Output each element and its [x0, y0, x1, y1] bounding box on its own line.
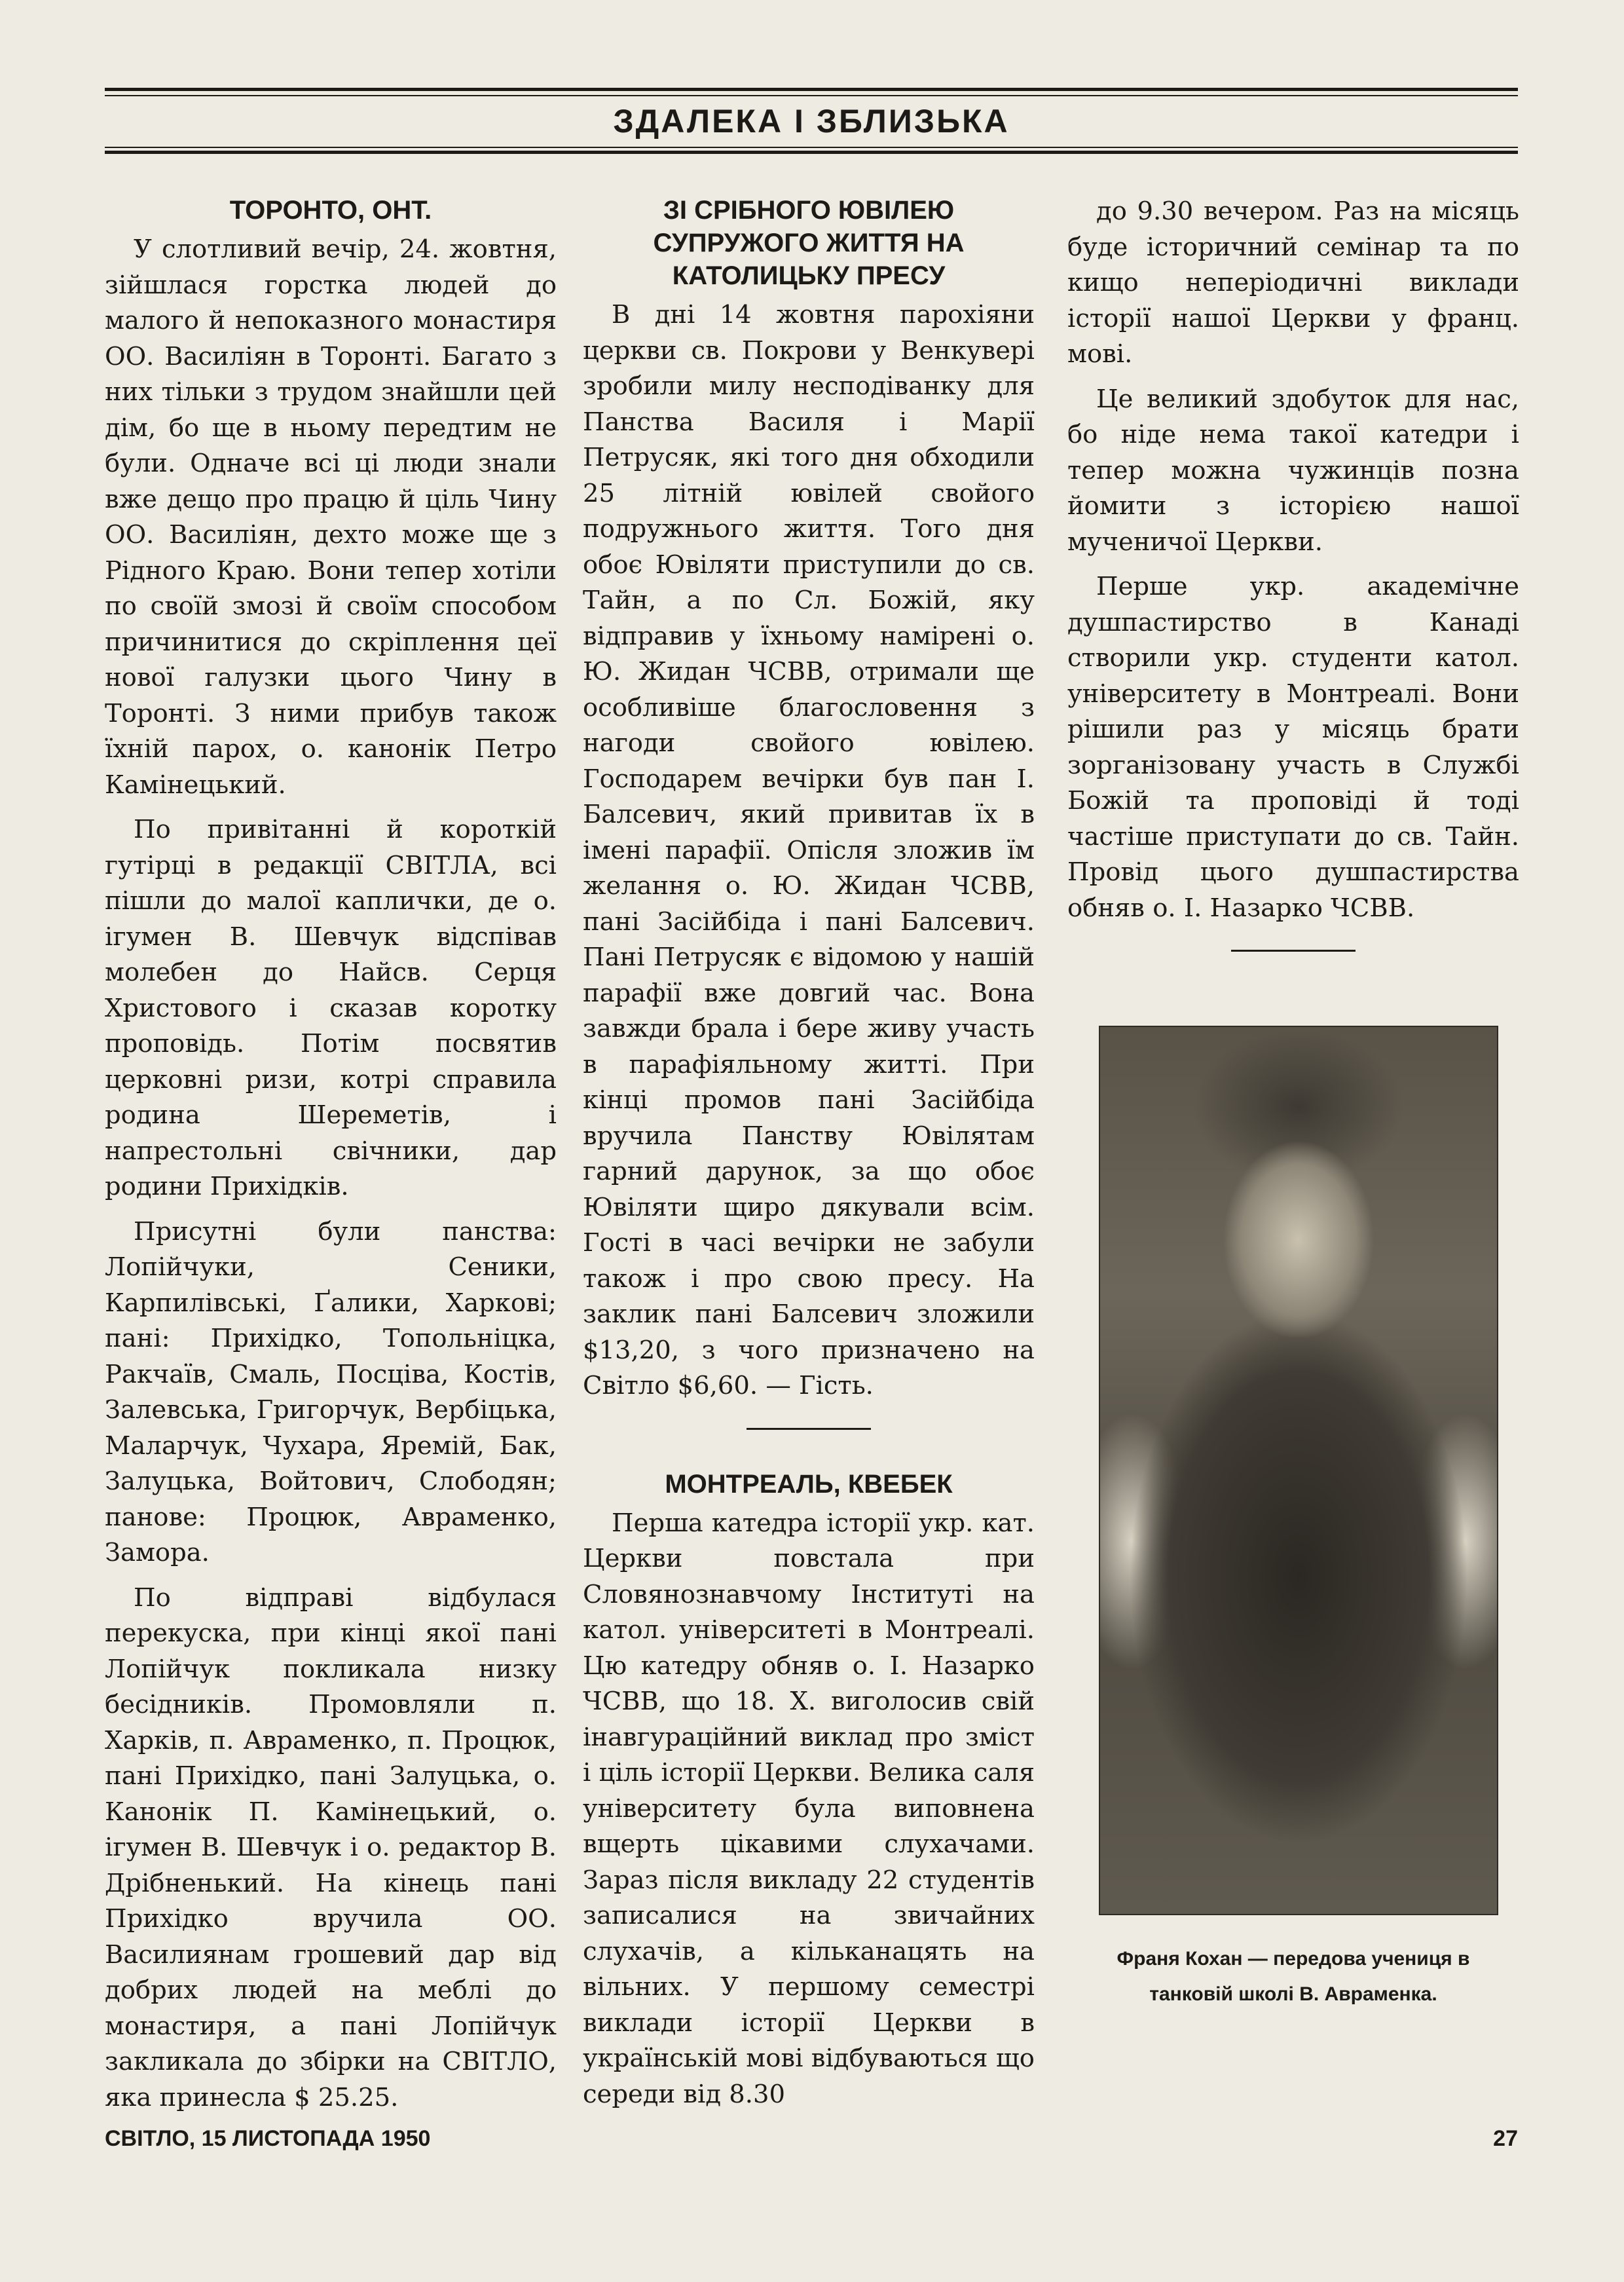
header-rule-bottom [105, 151, 1518, 154]
paragraph: Перша катедра історії укр. кат. Церкви повстала при Словянознавчому Інституті на катол. університеті в Монтреалі. Цю катедру обняв о. І. Назарко ЧСВВ, що 18. X. виголосив свій інавгураційний виклад про зміст і ціль історії Церкви. Велика саля університету була виповнена вщерть цікавими слухачами. Зараз після викладу 22 студентів записалися на звичайних слухачів, а кільканацять на вільних. У першому семестрі виклади історії Церкви в українській мові відбуваються що середи від 8.30 [583, 1508, 1035, 2109]
paragraph: до 9.30 вечером. Раз на місяць буде історичний семінар та по кищо неперіодичні виклади історії нашої Церкви у франц. мові. [1067, 196, 1519, 369]
paragraph: В дні 14 жовтня парохіяни церкви св. Покрови у Венкувері зробили милу несподіванку для Панства Василя і Марії Петрусяк, які того дня обходили 25 літній ювілей свойого подружнього життя. Того дня обоє Ювіляти приступили до св. Тайн, а по Сл. Божій, яку відправив у їхньому намірені о. Ю. Жидан ЧСВВ, отримали ще особливіше благословення з нагоди свойого ювілею. Господарем вечірки був пан І. Балсевич, який привитав їх в імені парафії. Опісля зложив їм желання о. Ю. Жидан ЧСВВ, пані Засійбіда і пані Балсевич. Пані Петрусяк є відомою у нашій парафії вже довгий час. Вона завжди брала і бере живу участь в парафіяльному житті. При кінці промов пані Засійбіда вручила Панству Ювілятам гарний дарунок, за що обоє Ювіляти щиро дякували всім. Гості в часі вечірки не забули також і про свою пресу. На заклик пані Балсевич зложили $13,20, з чого призначено на Світло $6,60. — Гість. [583, 300, 1035, 1400]
paragraph: Присутні були панства: Лопійчуки, Сеники, Карпилівські, Ґалики, Харкові; пані: Прихідко, Топольніцка, Ракчаїв, Смаль, Посціва, Костів, Залевська, Григорчук, Вербіцька, Маларчук, Чухара, Яремій, Бак, Залуцька, Войтович, Слободян; панове: Процюк, Авраменко, Замора. [105, 1216, 557, 1567]
header-rule-bottom-thin [105, 147, 1518, 148]
girl-portrait-photo [1099, 1026, 1498, 1915]
footer-publication: СВІТЛО, 15 ЛИСТОПАДА 1950 [105, 2126, 431, 2151]
photo-caption-line: Франя Кохан — передова учениця в [1116, 1948, 1470, 1970]
column-1 [105, 194, 557, 2125]
photo-caption [1067, 1941, 1519, 2012]
paragraph: По відправі відбулася перекуска, при кінці якої пані Лопійчук покликала низку бесідників. Промовляли п. Харків, п. Авраменко, п. Процюк, пані Прихідко, пані Залуцька, о. Канонік П. Камінецький, о. ігумен В. Шевчук і о. редактор В. Дрібненький. На кінець пані Прихідко вручила ОО. Василиянам грошевий дар від добрих людей на меблі до монастиря, а пані Лопійчук закликала до збірки на СВІТЛО, яка принесла $ 25.25. [105, 1582, 557, 2112]
article-heading-montreal: МОНТРЕАЛЬ, КВЕБЕК [665, 1469, 953, 1499]
paragraph: Перше укр. академічне душпастирство в Канаді створили укр. студенти катол. університету в Монтреалі. Вони рішили раз у місяць брати зорганізовану участь в Службі Божій та проповіді й тоді частіше приступати до св. Тайн. Провід цього душпастирства обняв о. І. Назарко ЧСВВ. [1067, 572, 1519, 923]
article-heading-toronto: ТОРОНТО, ОНТ. [229, 196, 432, 225]
photo-caption-line: танковій школі В. Авраменка. [1149, 1983, 1437, 2005]
header-rule-top-thin [105, 95, 1518, 96]
paragraph: У слотливий вечір, 24. жовтня, зійшлася горстка людей до малого й непоказного монастиря ОО. Василіян в Торонті. Багато з них тільки з трудом знайшли цей дім, бо ще в ньому передтим не були. Одначе всі ці люди знали вже дещо про працю й ціль Чину ОО. Василіян, дехто може ще з Рідного Краю. Вони тепер хотіли по своїй змозі й своїм способом причинитися до скріплення цеї нової галузки цього Чину в Торонті. З ними прибув також їхній парох, о. канонік Петро Камінецький. [105, 234, 557, 800]
paragraph: По привітанні й короткій гутірці в редакції СВІТЛА, всі пішли до малої каплички, де о. ігумен В. Шевчук відспівав молебен до Найсв. Серця Христового і сказав коротку проповідь. Потім посвятив церковні ризи, котрі справила родина Шереметів, і напрестольні свічники, дар родини Прихідків. [105, 815, 557, 1201]
page-number: 27 [1493, 2126, 1518, 2151]
article-divider [747, 1428, 871, 1430]
column-3 [1067, 194, 1519, 990]
section-title: ЗДАЛЕКА І ЗБЛИЗЬКА [613, 103, 1010, 140]
column-2 [583, 194, 1035, 2122]
header-rule-top [105, 88, 1518, 91]
article-heading-jubilee: ЗІ СРІБНОГО ЮВІЛЕЮ СУПРУЖОГО ЖИТТЯ НА КАТОЛИЦЬКУ ПРЕСУ [653, 196, 965, 290]
paragraph: Це великий здобуток для нас, бо ніде нема такої катедри і тепер можна чужинців позна йомити з історією нашої мученичої Церкви. [1067, 384, 1519, 557]
article-divider [1231, 950, 1356, 952]
